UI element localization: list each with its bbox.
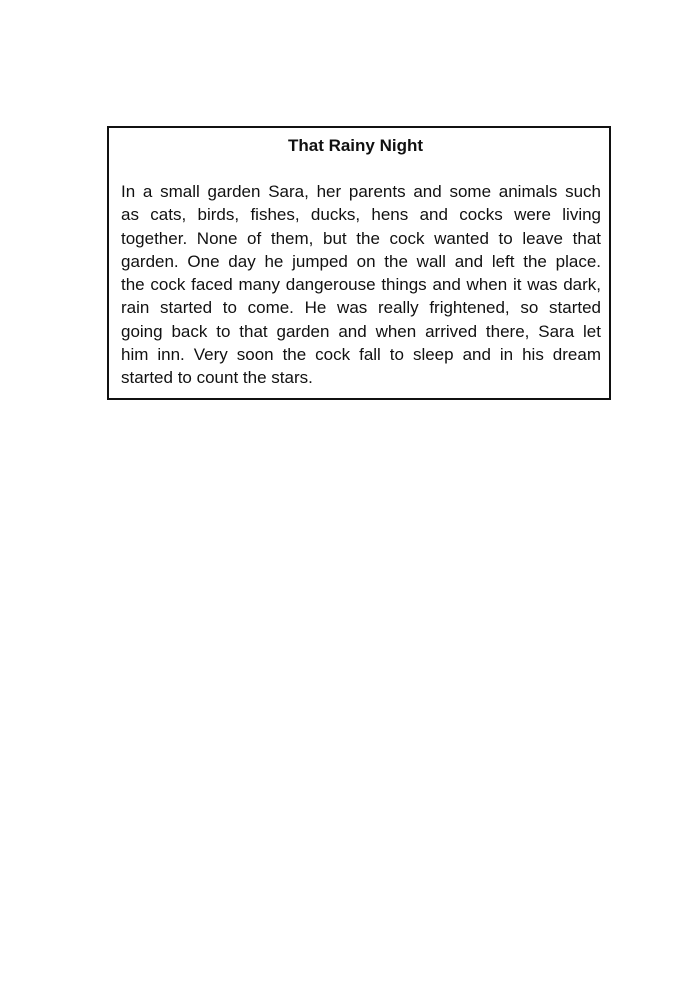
- story-line: rain started to come. He was really frightened, so started: [121, 298, 601, 318]
- story-line: garden. One day he jumped on the wall and left the place.: [121, 251, 601, 271]
- story-title: That Rainy Night: [287, 136, 424, 155]
- story-line: going back to that garden and when arrived there, Sara let: [121, 321, 601, 341]
- story-line: him inn. Very soon the cock fall to sleep and in his dream: [121, 345, 601, 365]
- story-line: In a small garden Sara, her parents and some animals such: [121, 182, 601, 201]
- story-paragraph: [121, 180, 601, 390]
- story-line: started to count the stars.: [121, 368, 313, 388]
- story-line: as cats, birds, fishes, ducks, hens and cocks were living: [121, 205, 601, 225]
- story-line: together. None of them, but the cock wanted to leave that: [121, 228, 601, 248]
- story-line: the cock faced many dangerouse things and when it was dark,: [121, 275, 601, 295]
